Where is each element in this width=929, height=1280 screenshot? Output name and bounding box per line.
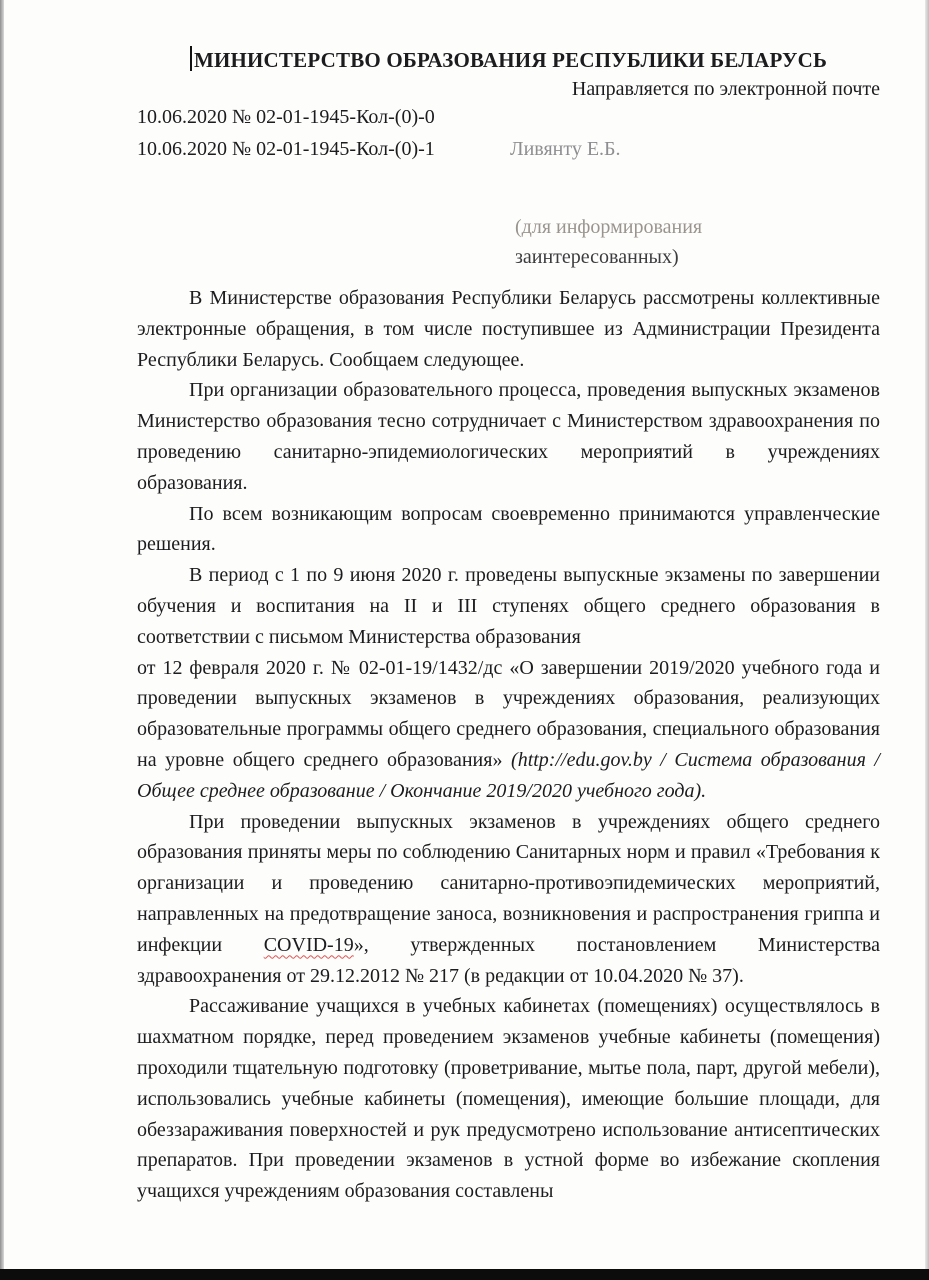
ministry-title bbox=[137, 46, 880, 73]
paragraph-text: По всем возникающим вопросам своевременно принимаются управленческие решения. bbox=[137, 502, 880, 556]
paragraph bbox=[137, 653, 880, 807]
paragraph-text: При организации образовательного процесса, проведения выпускных экзаменов Министерство образования тесно сотрудничает с Министерством здравоохранения по проведению санитарно-эпидемиологических мероприятий в учреждениях образования. bbox=[137, 379, 880, 494]
paragraph-text: от 12 февраля 2020 г. № 02-01-19/1432/дс «О завершении 2019/2020 учебного года и проведении выпускных экзаменов в учреждениях образования, реализующих образовательные программы общего среднего образования, специального образования на уровне общего среднего образования» bbox=[137, 656, 880, 771]
paragraph bbox=[137, 375, 880, 498]
text-cursor bbox=[190, 46, 192, 71]
page-right-edge-shadow bbox=[925, 0, 929, 1280]
paragraph-text: », утвержденных постановлением Министерства здравоохранения от 29.12.2012 № 217 (в редакции от 10.04.2020 № 37). bbox=[137, 933, 880, 987]
paragraph bbox=[137, 807, 880, 992]
paragraph bbox=[137, 283, 880, 375]
reference-number-line-2: 10.06.2020 № 02-01-1945-Кол-(0)-1 bbox=[137, 138, 435, 160]
italic-citation: (http://edu.gov.by / Система образования / Общее среднее образование / Окончание 2019/2020 учебного года). bbox=[137, 748, 880, 802]
paragraph bbox=[137, 499, 880, 561]
addressee-name: Ливянту Е.Б. bbox=[510, 138, 621, 160]
document-body bbox=[137, 283, 880, 1207]
purpose-note-line-1: (для информирования bbox=[515, 216, 703, 238]
reference-number-line-1: 10.06.2020 № 02-01-1945-Кол-(0)-0 bbox=[137, 106, 435, 128]
paragraph-text: В период с 1 по 9 июня 2020 г. проведены выпускные экзамены по завершении обучения и воспитания на II и III ступенях общего среднего образования в соответствии с письмом Министерства образования bbox=[137, 564, 880, 648]
delivery-method-note: Направляется по электронной почте bbox=[571, 78, 880, 100]
purpose-note bbox=[515, 212, 702, 272]
page-left-edge-shadow bbox=[0, 0, 4, 1280]
paragraph-text: При проведении выпускных экзаменов в учреждениях общего среднего образования приняты меры по соблюдению Санитарных норм и правил «Требования к организации и проведению санитарно-противоэпидемических мероприятий, направленных на предотвращение заноса, возникновения и распространения гриппа и инфекции bbox=[137, 810, 880, 956]
paragraph bbox=[137, 560, 880, 652]
paragraph bbox=[137, 991, 880, 1207]
bottom-black-bar bbox=[0, 1269, 929, 1280]
spellchecked-word: COVID-19 bbox=[263, 933, 354, 956]
paragraph-text: В Министерстве образования Республики Беларусь рассмотрены коллективные электронные обращения, в том числе поступившее из Администрации Президента Республики Беларусь. Сообщаем следующее. bbox=[137, 287, 880, 371]
paragraph-text: Рассаживание учащихся в учебных кабинетах (помещениях) осуществлялось в шахматном порядке, перед проведением экзаменов учебные кабинеты (помещения) проходили тщательную подготовку (проветривание, мытье пола, парт, другой мебели), использовались учебные кабинеты (помещения), имеющие большие площади, для обеззараживания поверхностей и рук предусмотрено использование антисептических препаратов. При проведении экзаменов в устной форме во избежание скопления учащихся учреждениям образования составлены bbox=[137, 995, 880, 1203]
purpose-note-line-2: заинтересованных) bbox=[515, 246, 679, 268]
ministry-title-text: МИНИСТЕРСТВО ОБРАЗОВАНИЯ РЕСПУБЛИКИ БЕЛАРУСЬ bbox=[193, 48, 828, 72]
